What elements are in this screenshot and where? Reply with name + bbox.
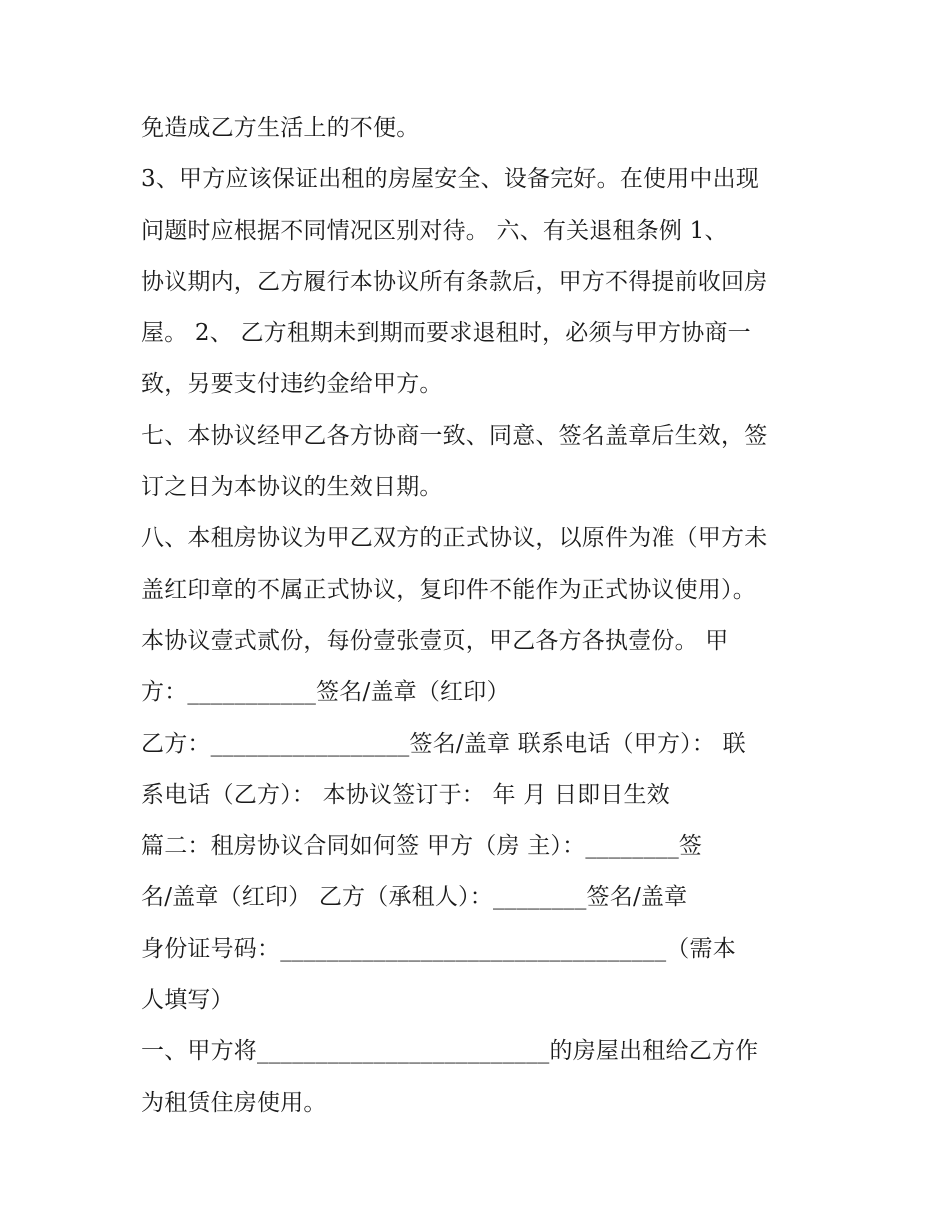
- text-line: 七、本协议经甲乙各方协商一致、同意、签名盖章后生效，签: [141, 422, 768, 449]
- text-line: 问题时应根据不同情况区别对待。 六、有关退租条例 1、: [141, 217, 728, 244]
- signature-line-party-b: 乙方：_________________签名/盖章 联系电话（甲方）： 联: [141, 730, 746, 757]
- text-line: 八、本租房协议为甲乙双方的正式协议，以原件为准（甲方未: [141, 525, 768, 552]
- text-line: 致，另要支付违约金给甲方。: [141, 371, 443, 398]
- section-heading-line: 篇二：租房协议合同如何签 甲方（房 主）：________签: [141, 833, 703, 860]
- text-line: 免造成乙方生活上的不便。: [141, 115, 420, 141]
- text-line: 协议期内，乙方履行本协议所有条款后，甲方不得提前收回房: [141, 268, 768, 295]
- text-line: 本协议壹式贰份，每份壹张壹页，甲乙各方各执壹份。 甲: [141, 627, 729, 654]
- text-line: 人填写）: [141, 987, 234, 1014]
- text-line: 为租赁住房使用。: [141, 1089, 327, 1116]
- id-number-line: 身份证号码：_________________________________（需本: [141, 935, 736, 962]
- text-line: 3、甲方应该保证出租的房屋安全、设备完好。在使用中出现: [141, 166, 760, 193]
- text-line: 屋。 2、 乙方租期未到期而要求退租时，必须与甲方协商一: [141, 320, 751, 347]
- text-line: 系电话（乙方）： 本协议签订于： 年 月 日即日生效: [141, 781, 670, 808]
- signature-line-party-a: 方：___________签名/盖章（红印）: [141, 679, 510, 706]
- text-line: 一、甲方将_________________________的房屋出租给乙方作: [141, 1038, 759, 1065]
- text-line: 盖红印章的不属正式协议，复印件不能作为正式协议使用）。: [141, 576, 756, 603]
- text-line: 名/盖章（红印） 乙方（承租人）：________签名/盖章: [141, 884, 688, 911]
- text-line: 订之日为本协议的生效日期。: [141, 474, 443, 501]
- document-body: [141, 103, 831, 1129]
